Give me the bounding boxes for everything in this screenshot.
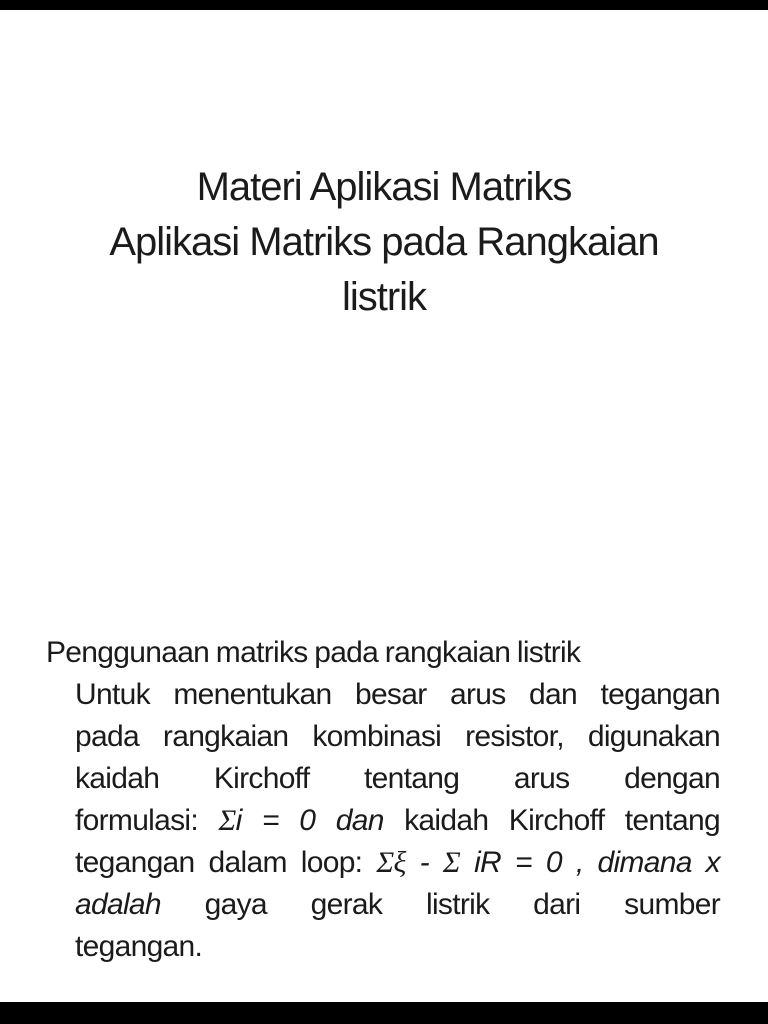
text-segment: kaidah Kirchoff tentang xyxy=(383,804,720,837)
title-line-1: Materi Aplikasi Matriks xyxy=(196,165,572,209)
formula-text: i = 0 dan xyxy=(235,804,384,837)
letterbox-bottom-bar xyxy=(0,1002,768,1024)
body-heading: Penggunaan matriks pada rangkaian listrik xyxy=(46,636,581,669)
text-segment: Untuk menentukan besar arus dan tegangan xyxy=(75,678,720,711)
text-segment: tegangan dalam loop: xyxy=(75,846,377,879)
sigma-symbol: Σ xyxy=(218,804,236,837)
paragraph-line xyxy=(75,842,720,884)
text-segment: pada rangkaian kombinasi resistor, digunakan xyxy=(75,720,720,753)
paragraph-line xyxy=(75,758,720,800)
title-line-3: listrik xyxy=(341,275,427,319)
body-paragraph xyxy=(75,674,720,968)
sigma-xi-symbol: Σξ xyxy=(376,846,406,879)
paragraph-line xyxy=(75,800,720,842)
paragraph-line xyxy=(75,884,720,926)
text-segment: kaidah Kirchoff tentang arus dengan xyxy=(75,762,720,795)
paragraph-line xyxy=(75,926,720,968)
formula-text: - xyxy=(405,846,443,879)
text-segment: formulasi: xyxy=(75,804,219,837)
text-segment: tegangan. xyxy=(75,930,203,963)
paragraph-line xyxy=(75,674,720,716)
slide-body xyxy=(46,632,720,968)
italic-text: adalah xyxy=(75,888,161,921)
sigma-symbol: Σ xyxy=(442,846,461,879)
formula-text: iR = 0 , dimana x xyxy=(460,846,720,879)
letterbox-top-bar xyxy=(0,0,768,10)
paragraph-line xyxy=(75,716,720,758)
title-line-2: Aplikasi Matriks pada Rangkaian xyxy=(109,220,659,264)
slide-title xyxy=(0,160,768,325)
text-segment: gaya gerak listrik dari sumber xyxy=(160,888,720,921)
